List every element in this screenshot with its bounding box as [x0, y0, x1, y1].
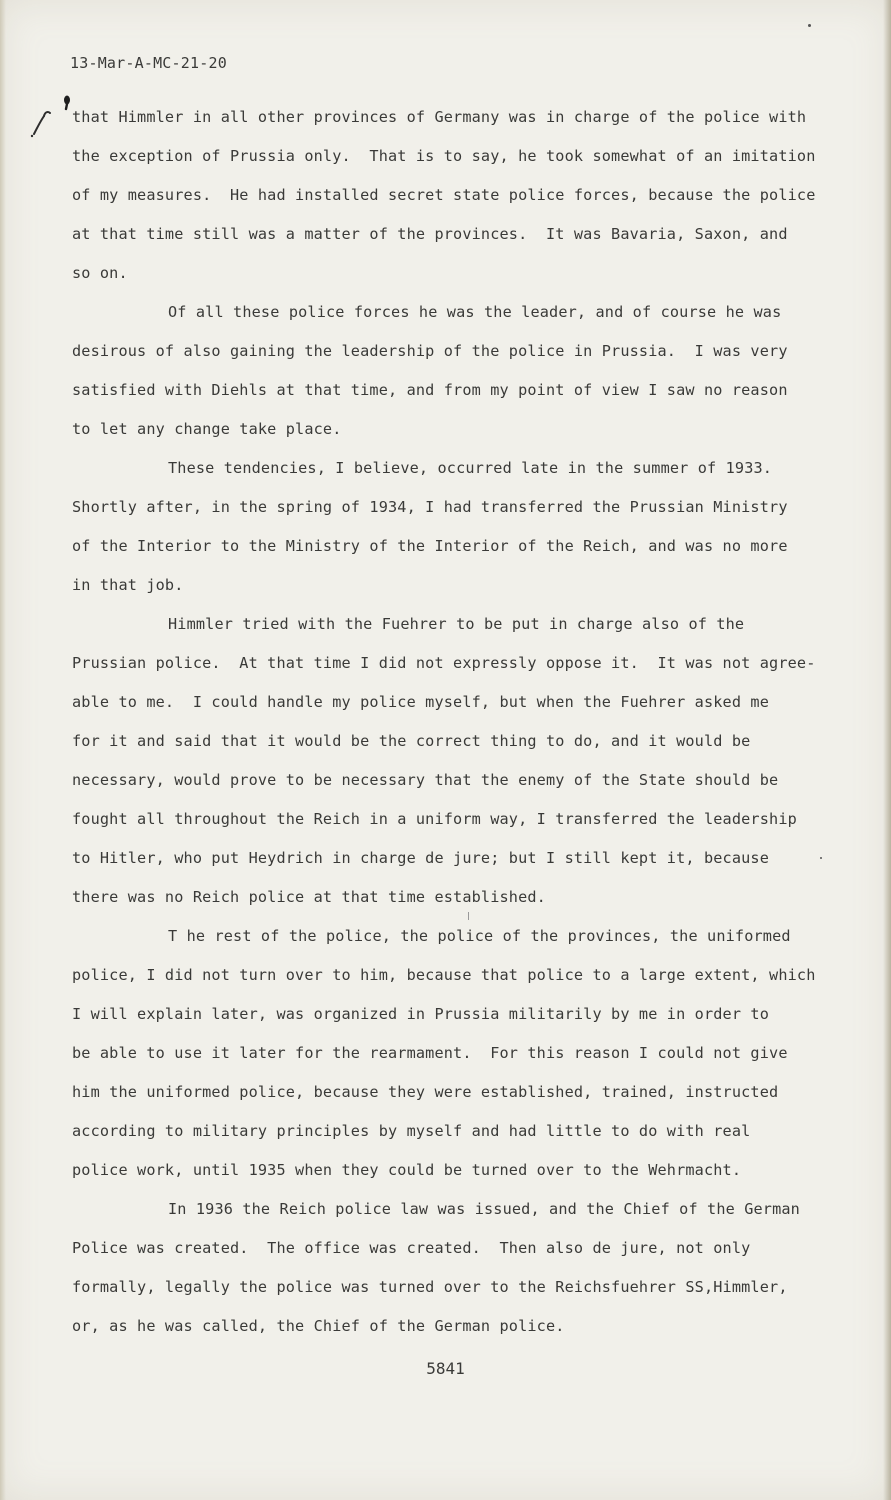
text-line: able to me. I could handle my police myself, but when the Fuehrer asked me [72, 693, 770, 711]
paper-speck [468, 912, 469, 920]
text-line: that Himmler in all other provinces of Germany was in charge of the police with [72, 108, 807, 126]
page-identifier: 13-Mar-A-MC-21-20 [70, 54, 227, 72]
transcript-body [72, 103, 852, 1351]
text-line: In 1936 the Reich police law was issued, and the Chief of the German [168, 1200, 800, 1218]
text-line: so on. [72, 264, 128, 282]
text-line: of the Interior to the Ministry of the Interior of the Reich, and was no more [72, 537, 788, 555]
paper-speck [820, 857, 822, 859]
text-line: necessary, would prove to be necessary that the enemy of the State should be [72, 771, 779, 789]
text-line: to Hitler, who put Heydrich in charge de jure; but I still kept it, because [72, 849, 770, 867]
text-line: be able to use it later for the rearmament. For this reason I could not give [72, 1044, 788, 1062]
text-line: according to military principles by myself and had little to do with real [72, 1122, 751, 1140]
text-line: in that job. [72, 576, 184, 594]
text-line: police, I did not turn over to him, because that police to a large extent, which [72, 966, 816, 984]
text-line: desirous of also gaining the leadership of the police in Prussia. I was very [72, 342, 788, 360]
page-number: 5841 [426, 1359, 465, 1378]
text-line: satisfied with Diehls at that time, and from my point of view I saw no reason [72, 381, 788, 399]
text-line: I will explain later, was organized in Prussia militarily by me in order to [72, 1005, 770, 1023]
text-line: formally, legally the police was turned over to the Reichsfuehrer SS,Himmler, [72, 1278, 788, 1296]
text-line: Prussian police. At that time I did not expressly oppose it. It was not agree- [72, 654, 816, 672]
text-line: to let any change take place. [72, 420, 342, 438]
paper-edge-left [0, 0, 6, 1500]
text-line: Police was created. The office was created. Then also de jure, not only [72, 1239, 751, 1257]
paper-speck [808, 24, 811, 27]
text-line: fought all throughout the Reich in a uniform way, I transferred the leadership [72, 810, 797, 828]
text-line: for it and said that it would be the correct thing to do, and it would be [72, 732, 751, 750]
text-line: These tendencies, I believe, occurred late in the summer of 1933. [168, 459, 773, 477]
text-line: there was no Reich police at that time established. [72, 888, 546, 906]
text-line: him the uniformed police, because they were established, trained, instructed [72, 1083, 779, 1101]
text-line: police work, until 1935 when they could be turned over to the Wehrmacht. [72, 1161, 742, 1179]
paper-edge-right [883, 0, 891, 1500]
text-line: of my measures. He had installed secret state police forces, because the police [72, 186, 816, 204]
text-line: at that time still was a matter of the provinces. It was Bavaria, Saxon, and [72, 225, 788, 243]
text-line: the exception of Prussia only. That is to say, he took somewhat of an imitation [72, 147, 816, 165]
text-line: or, as he was called, the Chief of the German police. [72, 1317, 565, 1335]
text-line: Himmler tried with the Fuehrer to be put in charge also of the [168, 615, 745, 633]
handwritten-tick-mark [28, 92, 76, 140]
text-line: Of all these police forces he was the leader, and of course he was [168, 303, 782, 321]
text-line: Shortly after, in the spring of 1934, I had transferred the Prussian Ministry [72, 498, 788, 516]
text-line: T he rest of the police, the police of the provinces, the uniformed [168, 927, 791, 945]
